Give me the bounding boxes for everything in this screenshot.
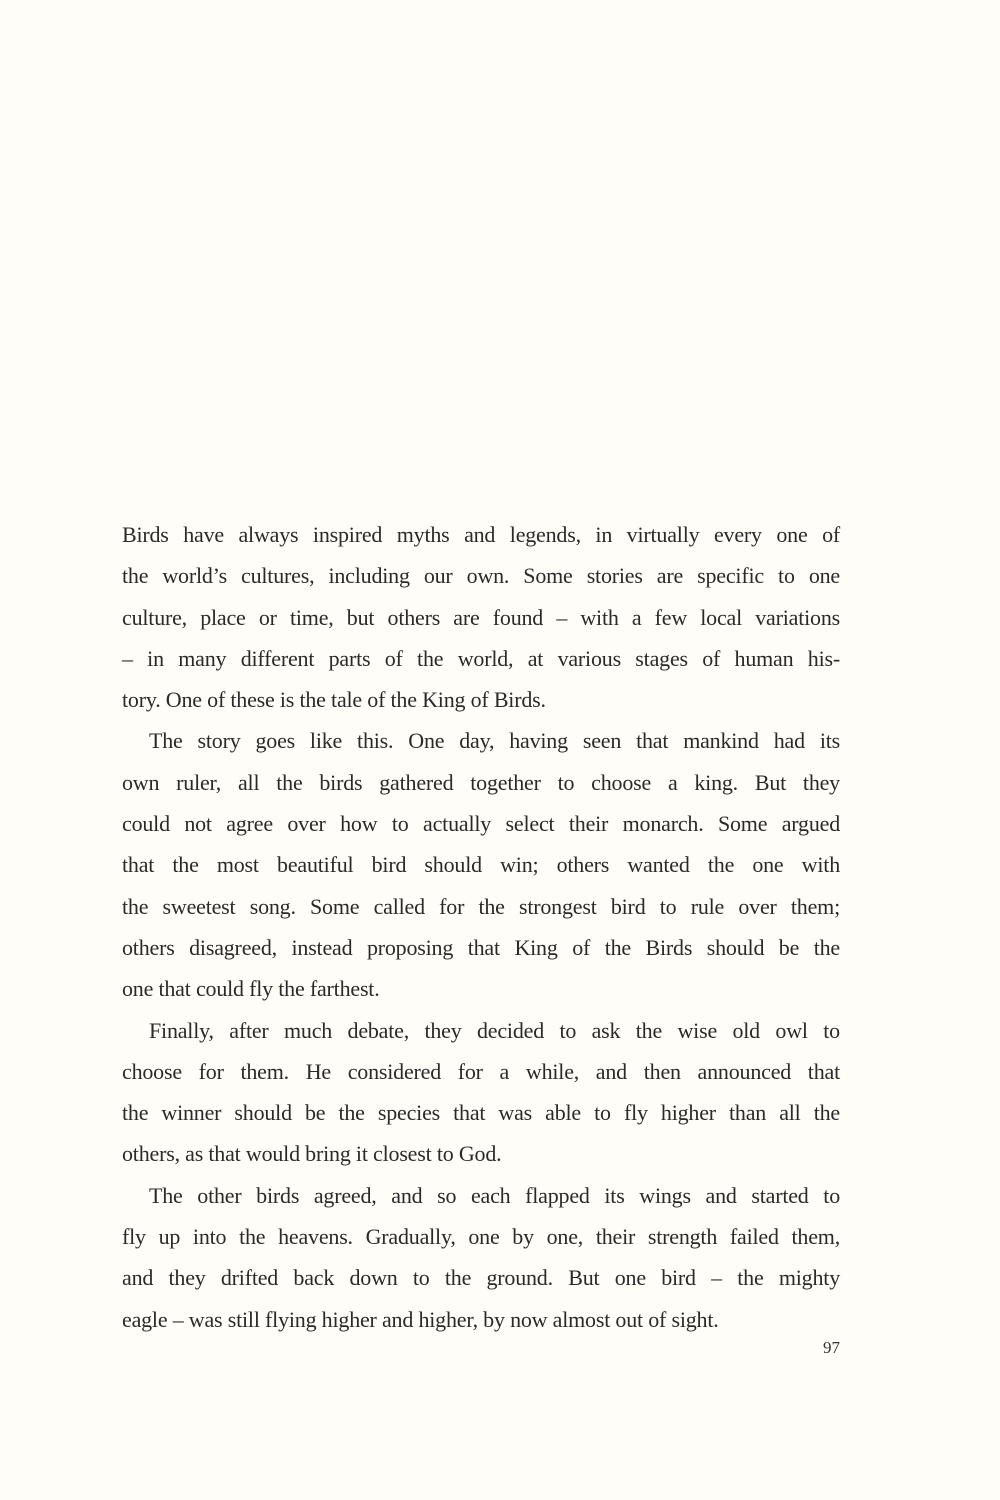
text-line: others, as that would bring it closest to God. — [122, 1141, 502, 1167]
text-line: tory. One of these is the tale of the King of Birds. — [122, 687, 546, 713]
text-line: the winner should be the species that was able to fly higher than all the — [122, 1100, 840, 1126]
text-line: the world’s cultures, including our own. Some stories are specific to one — [122, 563, 840, 589]
text-line: one that could fly the farthest. — [122, 976, 380, 1002]
paragraph-4 — [122, 1175, 840, 1340]
text-line: Finally, after much debate, they decided to ask the wise old owl to — [149, 1017, 840, 1043]
text-line: culture, place or time, but others are found – with a few local variations — [122, 604, 840, 630]
paragraph-2 — [122, 720, 840, 1009]
text-line: and they drifted back down to the ground. But one bird – the mighty — [122, 1265, 840, 1291]
text-line: – in many different parts of the world, at various stages of human his- — [122, 645, 840, 671]
text-line: the sweetest song. Some called for the strongest bird to rule over them; — [122, 893, 840, 919]
text-line: The story goes like this. One day, having seen that mankind had its — [149, 728, 840, 754]
text-line: others disagreed, instead proposing that King of the Birds should be the — [122, 934, 840, 960]
paragraph-3 — [122, 1010, 840, 1175]
text-line: eagle – was still flying higher and higher, by now almost out of sight. — [122, 1306, 719, 1332]
text-line: own ruler, all the birds gathered together to choose a king. But they — [122, 769, 840, 795]
text-line: choose for them. He considered for a while, and then announced that — [122, 1058, 840, 1084]
text-line: Birds have always inspired myths and legends, in virtually every one of — [122, 522, 840, 547]
text-line: The other birds agreed, and so each flapped its wings and started to — [149, 1182, 840, 1208]
page-number: 97 — [823, 1338, 840, 1357]
text-line: could not agree over how to actually select their monarch. Some argued — [122, 811, 840, 837]
body-text — [122, 514, 840, 1340]
paragraph-1 — [122, 514, 840, 720]
text-line: that the most beautiful bird should win; others wanted the one with — [122, 852, 840, 878]
text-line: fly up into the heavens. Gradually, one by one, their strength failed them, — [122, 1224, 840, 1250]
